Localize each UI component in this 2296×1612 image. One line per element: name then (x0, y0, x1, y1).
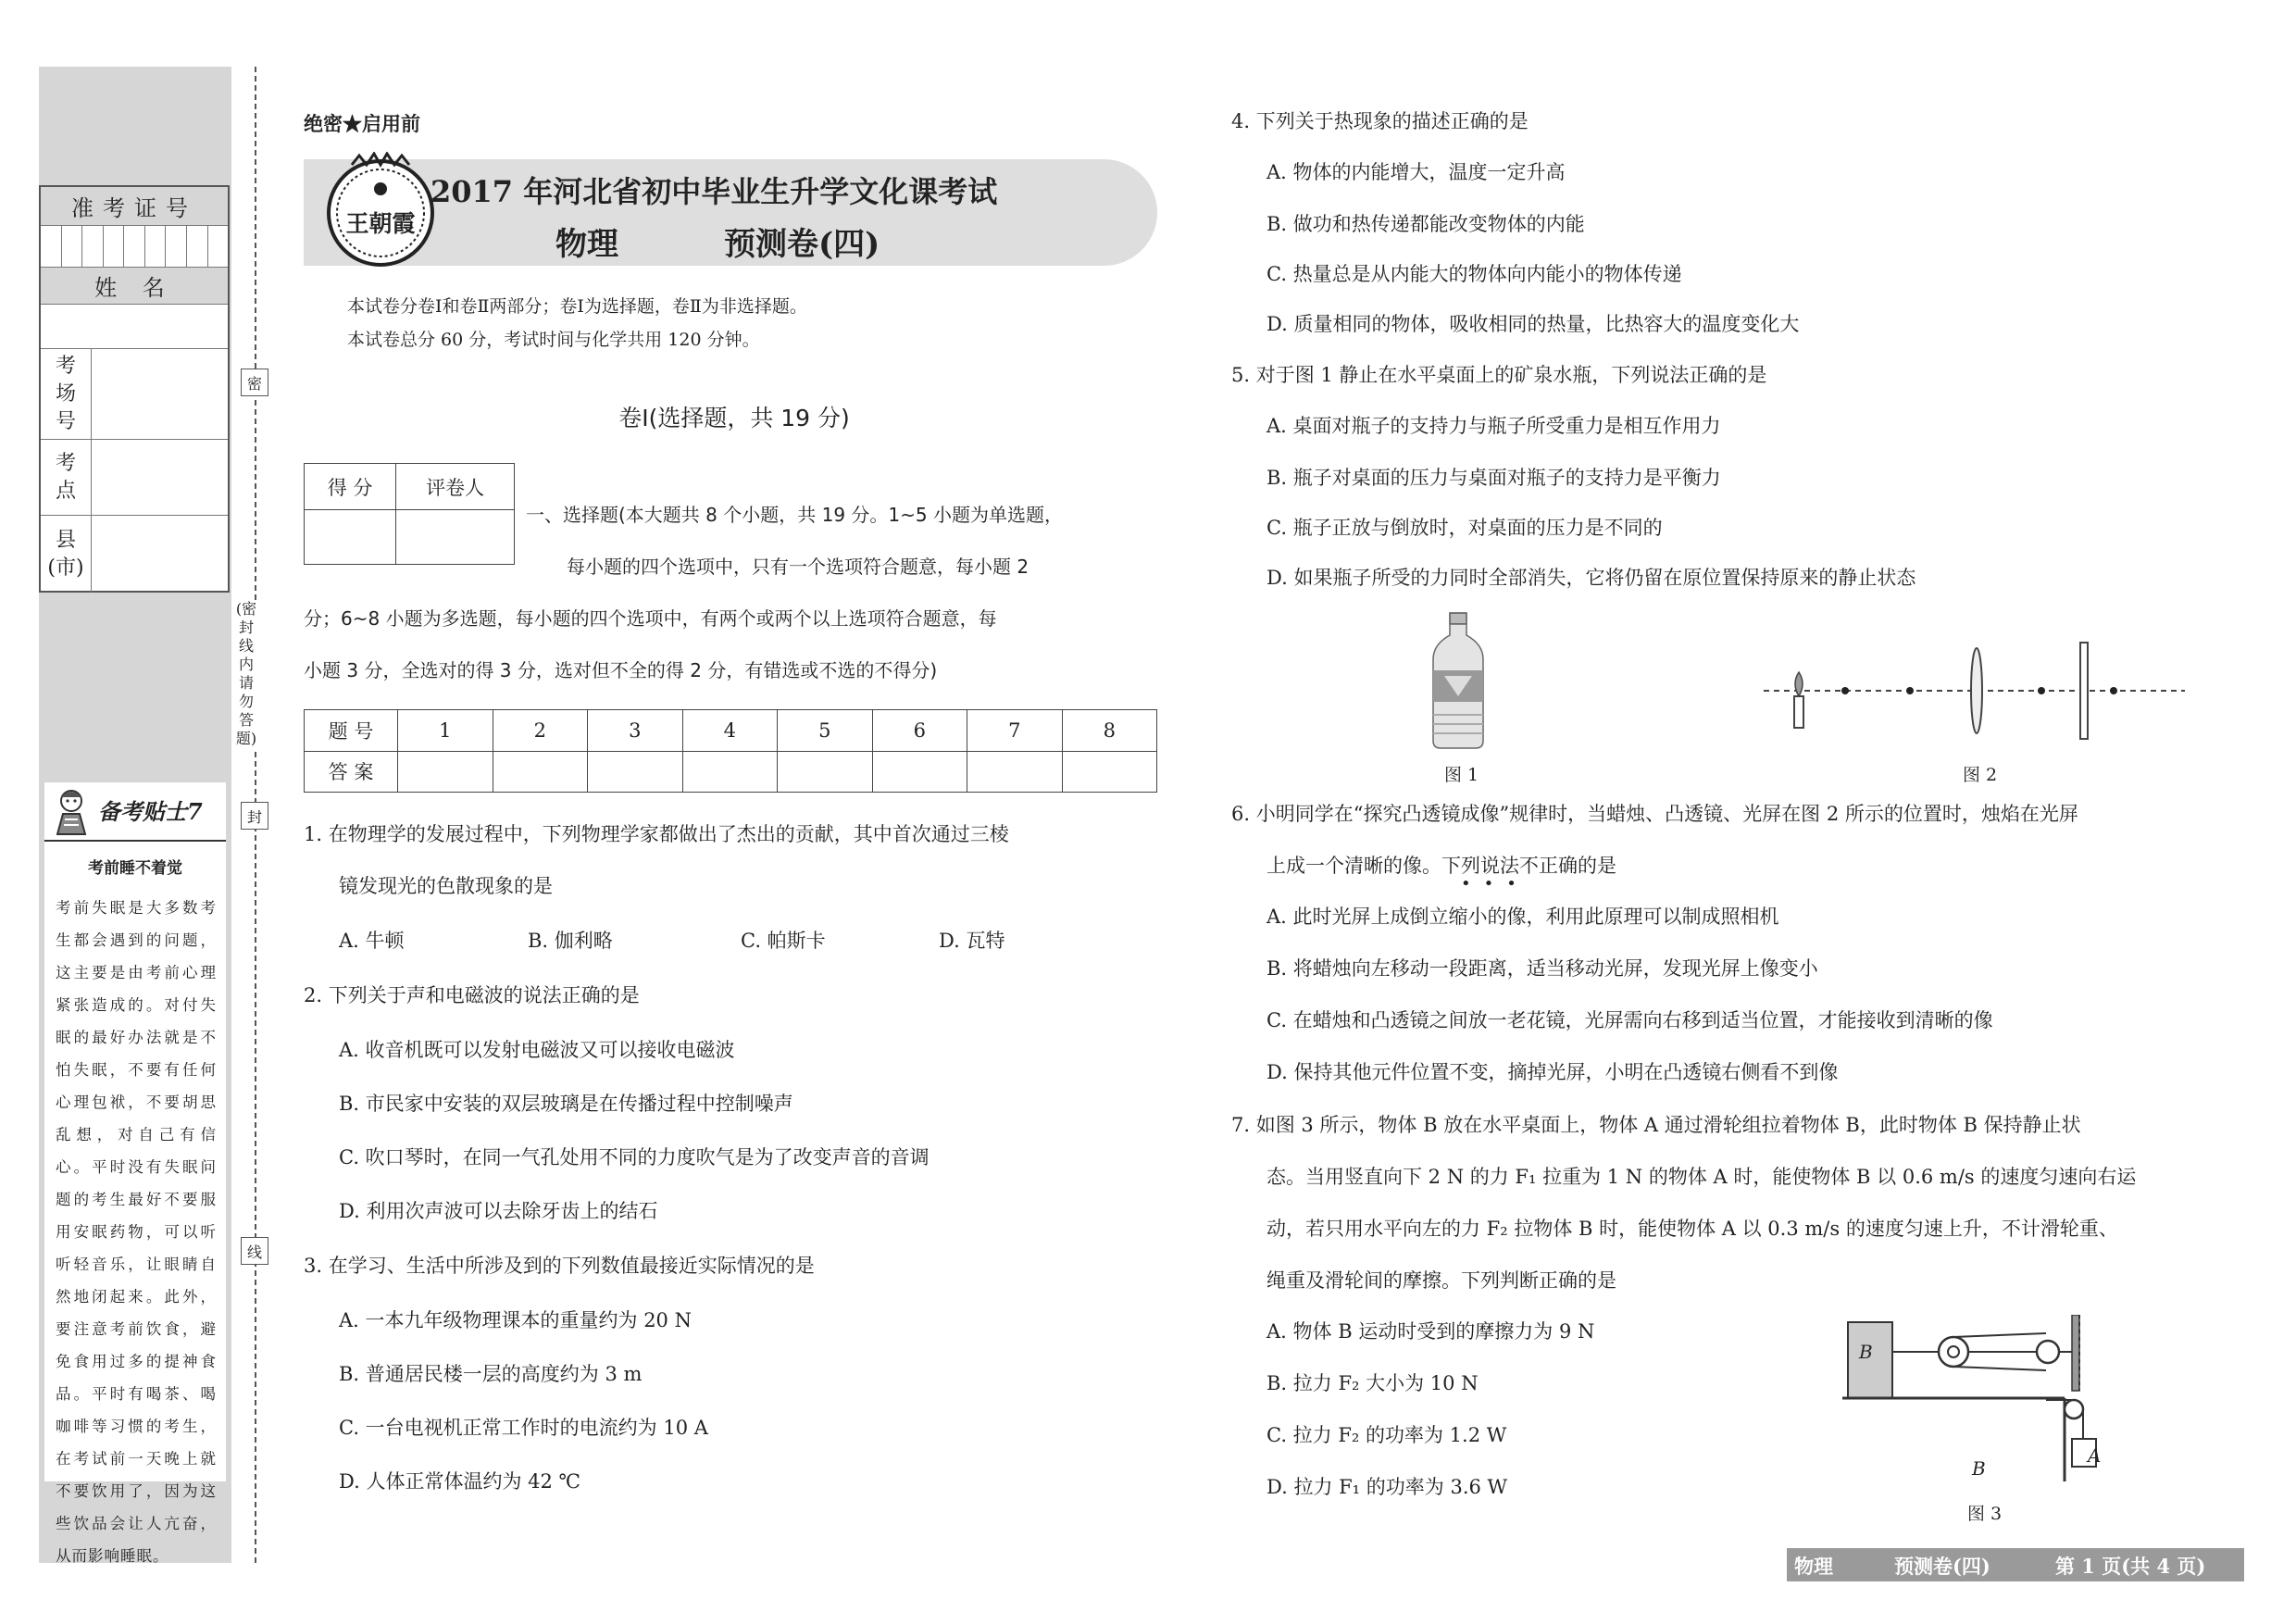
grader-cell[interactable] (396, 510, 515, 565)
tips-title: 备考贴士7 (98, 798, 203, 825)
question-3-option-c[interactable]: C. 一台电视机正常工作时的电流约为 10 A (339, 1417, 708, 1439)
exam-tips-box (44, 782, 226, 1565)
question-7-option-d[interactable]: D. 拉力 F₁ 的功率为 3.6 W (1267, 1476, 1508, 1498)
answer-cell[interactable] (967, 751, 1063, 793)
question-3-option-d[interactable]: D. 人体正常体温约为 42 ℃ (339, 1470, 581, 1493)
figure-2-caption: 图 2 (1963, 765, 1998, 785)
question-4-option-a[interactable]: A. 物体的内能增大，温度一定升高 (1267, 161, 1566, 183)
pulley-system-figure (1842, 1315, 2148, 1486)
section1-line4: 小题 3 分，全选对的得 3 分，选对但不全的得 2 分，有错选或不选的不得分) (304, 659, 938, 681)
answer-table-number: 3 (588, 710, 683, 752)
exam-note-1: 本试卷分卷Ⅰ和卷Ⅱ两部分；卷Ⅰ为选择题，卷Ⅱ为非选择题。 (347, 296, 807, 317)
exam-site-label: 考 点 (41, 440, 92, 515)
paper-title: 预测卷(四) (724, 226, 880, 263)
seal-char-xian: 线 (241, 1237, 268, 1265)
volume-title: 卷Ⅰ(选择题，共 19 分) (618, 405, 850, 431)
question-2-option-b[interactable]: B. 市民家中安装的双层玻璃是在传播过程中控制噪声 (339, 1093, 793, 1115)
answer-table-number: 7 (967, 710, 1063, 752)
question-6-option-b[interactable]: B. 将蜡烛向左移动一段距离，适当移动光屏，发现光屏上像变小 (1267, 957, 1818, 980)
fig3-block-a: A (2088, 1444, 2102, 1467)
footer-bar (1787, 1548, 2244, 1581)
section1-line3: 分；6~8 小题为多选题，每小题的四个选项中，有两个或两个以上选项符合题意，每 (304, 607, 997, 630)
answer-cell[interactable] (398, 751, 493, 793)
question-3: 3. 在学习、生活中所涉及到的下列数值最接近实际情况的是 (304, 1255, 815, 1277)
question-1-line2: 镜发现光的色散现象的是 (339, 875, 553, 897)
question-6-option-d[interactable]: D. 保持其他元件位置不变，摘掉光屏，小明在凸透镜右侧看不到像 (1267, 1061, 1839, 1083)
grader-label: 评卷人 (396, 464, 515, 510)
score-box (304, 463, 515, 565)
question-7-line2: 态。当用竖直向下 2 N 的力 F₁ 拉重为 1 N 的物体 A 时，能使物体 B 以 0.6 m/s 的速度匀速向右运 (1267, 1166, 2137, 1188)
county-field[interactable] (41, 516, 228, 593)
question-2-option-d[interactable]: D. 利用次声波可以去除牙齿上的结石 (339, 1200, 658, 1222)
question-6-option-a[interactable]: A. 此时光屏上成倒立缩小的像，利用此原理可以制成照相机 (1267, 906, 1779, 928)
question-4-option-d[interactable]: D. 质量相同的物体，吸收相同的热量，比热容大的温度变化大 (1267, 313, 1800, 335)
answer-table-number: 5 (778, 710, 873, 752)
section1-line2: 每小题的四个选项中，只有一个选项符合题意，每小题 2 (567, 556, 1029, 578)
tips-body: 考前失眠是大多数考生都会遇到的问题，这主要是由考前心理紧张造成的。对付失眠的最好办法就是不怕失眠，不要有任何心理包袱，不要胡思乱想，对自己有信心。平时没有失眠问题的考生最好不要服用安眠药物，可以听听轻音乐，让眼睛自然地闭起来。此外，要注意考前饮食，避免食用过多的提神食品。平时有喝茶、喝咖啡等习惯的考生，在考试前一天晚上就不要饮用了，因为这些饮品会让人亢奋，从而影响睡眠。 (56, 899, 217, 1565)
question-7-option-b[interactable]: B. 拉力 F₂ 大小为 10 N (1267, 1372, 1479, 1394)
tips-header (44, 782, 226, 842)
answer-cell[interactable] (682, 751, 778, 793)
mascot-icon (50, 786, 93, 836)
figure-3-caption: 图 3 (1967, 1504, 2003, 1524)
fig3-block-b: B (1859, 1341, 1873, 1363)
question-7-line1: 7. 如图 3 所示，物体 B 放在水平桌面上，物体 A 通过滑轮组拉着物体 B，此时物体 B 保持静止状 (1231, 1114, 2081, 1136)
answer-cell[interactable] (588, 751, 683, 793)
question-5-option-b[interactable]: B. 瓶子对桌面的压力与桌面对瓶子的支持力是平衡力 (1267, 467, 1721, 489)
question-4: 4. 下列关于热现象的描述正确的是 (1231, 110, 1529, 132)
score-label: 得 分 (305, 464, 396, 510)
answer-table (304, 709, 1157, 793)
question-5: 5. 对于图 1 静止在水平桌面上的矿泉水瓶，下列说法正确的是 (1231, 364, 1767, 386)
answer-cell[interactable] (778, 751, 873, 793)
question-3-option-b[interactable]: B. 普通居民楼一层的高度约为 3 m (339, 1363, 643, 1385)
question-1-option-d[interactable]: D. 瓦特 (939, 930, 1005, 952)
publisher-logo (324, 152, 437, 272)
question-2: 2. 下列关于声和电磁波的说法正确的是 (304, 984, 640, 1006)
subject-title: 物理 (555, 226, 618, 263)
answer-table-number: 1 (398, 710, 493, 752)
question-2-option-c[interactable]: C. 吹口琴时，在同一气孔处用不同的力度吹气是为了改变声音的音调 (339, 1146, 930, 1168)
question-7-line4: 绳重及滑轮间的摩擦。下列判断正确的是 (1267, 1269, 1616, 1292)
exam-room-field[interactable] (41, 349, 228, 440)
tips-subtitle: 考前睡不着觉 (88, 859, 182, 878)
question-4-option-c[interactable]: C. 热量总是从内能大的物体向内能小的物体传递 (1267, 263, 1682, 285)
name-field[interactable] (41, 305, 228, 349)
emphasis-dots: ••• (1461, 874, 1529, 893)
answer-cell[interactable] (872, 751, 967, 793)
footer-paper: 预测卷(四) (1894, 1555, 1990, 1578)
question-6-line1: 6. 小明同学在“探究凸透镜成像”规律时，当蜡烛、凸透镜、光屏在图 2 所示的位置时，烛焰在光屏 (1231, 803, 2078, 825)
question-6-option-c[interactable]: C. 在蜡烛和凸透镜之间放一老花镜，光屏需向右移到适当位置，才能接收到清晰的像 (1267, 1009, 1993, 1031)
exam-note-2: 本试卷总分 60 分，考试时间与化学共用 120 分钟。 (347, 330, 760, 350)
question-7-option-c[interactable]: C. 拉力 F₂ 的功率为 1.2 W (1267, 1424, 1507, 1446)
optical-bench-figure (1764, 639, 2190, 750)
answer-table-number: 2 (493, 710, 588, 752)
exam-number-cells[interactable] (41, 226, 228, 268)
water-bottle-figure (1426, 611, 1491, 750)
question-2-option-a[interactable]: A. 收音机既可以发射电磁波又可以接收电磁波 (339, 1039, 735, 1061)
exam-site-field[interactable] (41, 440, 228, 516)
question-5-option-a[interactable]: A. 桌面对瓶子的支持力与瓶子所受重力是相互作用力 (1267, 415, 1721, 437)
figure-1-caption: 图 1 (1444, 765, 1479, 785)
answer-table-number: 8 (1062, 710, 1157, 752)
answer-table-header-label: 题 号 (305, 710, 398, 752)
question-7-line3: 动，若只用水平向左的力 F₂ 拉物体 B 时，能使物体 A 以 0.3 m/s 的速度匀速上升，不计滑轮重、 (1267, 1218, 2118, 1240)
score-cell[interactable] (305, 510, 396, 565)
question-5-option-c[interactable]: C. 瓶子正放与倒放时，对桌面的压力是不同的 (1267, 517, 1663, 539)
candidate-info-box (39, 185, 230, 593)
answer-cell[interactable] (493, 751, 588, 793)
seal-char-feng: 封 (241, 802, 268, 830)
footer-page: 第 1 页(共 4 页) (2055, 1555, 2206, 1578)
question-1-option-b[interactable]: B. 伽利略 (528, 930, 613, 952)
exam-room-label: 考 场 号 (41, 349, 92, 439)
question-3-option-a[interactable]: A. 一本九年级物理课本的重量约为 20 N (339, 1309, 692, 1331)
section1-line1: 一、选择题(本大题共 8 个小题，共 19 分。1~5 小题为单选题， (526, 504, 1063, 526)
question-1-line1: 1. 在物理学的发展过程中，下列物理学家都做出了杰出的贡献，其中首次通过三棱 (304, 823, 1009, 845)
seal-char-mi: 密 (241, 369, 268, 396)
question-6-line2: 上成一个清晰的像。下列说法不正确的是 (1267, 855, 1616, 877)
question-5-option-d[interactable]: D. 如果瓶子所受的力同时全部消失，它将仍留在原位置保持原来的静止状态 (1267, 567, 1916, 589)
answer-table-number: 4 (682, 710, 778, 752)
confidential-label: 绝密★启用前 (304, 112, 420, 135)
question-4-option-b[interactable]: B. 做功和热传递都能改变物体的内能 (1267, 213, 1585, 235)
answer-cell[interactable] (1062, 751, 1157, 793)
answer-table-number: 6 (872, 710, 967, 752)
fig3-label-b: B (1972, 1457, 1986, 1480)
answer-table-answer-label: 答 案 (305, 751, 398, 793)
question-1-option-a[interactable]: A. 牛顿 (339, 930, 405, 952)
question-7-option-a[interactable]: A. 物体 B 运动时受到的摩擦力为 9 N (1267, 1320, 1595, 1343)
question-1-option-c[interactable]: C. 帕斯卡 (741, 930, 826, 952)
logo-text: 王朝霞 (345, 210, 416, 237)
exam-number-label: 准考证号 (41, 187, 228, 226)
county-label: 县 (市) (41, 516, 92, 593)
exam-title: 2017 年河北省初中毕业生升学文化课考试 (430, 174, 998, 209)
seal-note: (密封线内请勿答题) (233, 600, 259, 748)
footer-subject: 物理 (1794, 1555, 1833, 1578)
name-label: 姓 名 (41, 268, 228, 305)
